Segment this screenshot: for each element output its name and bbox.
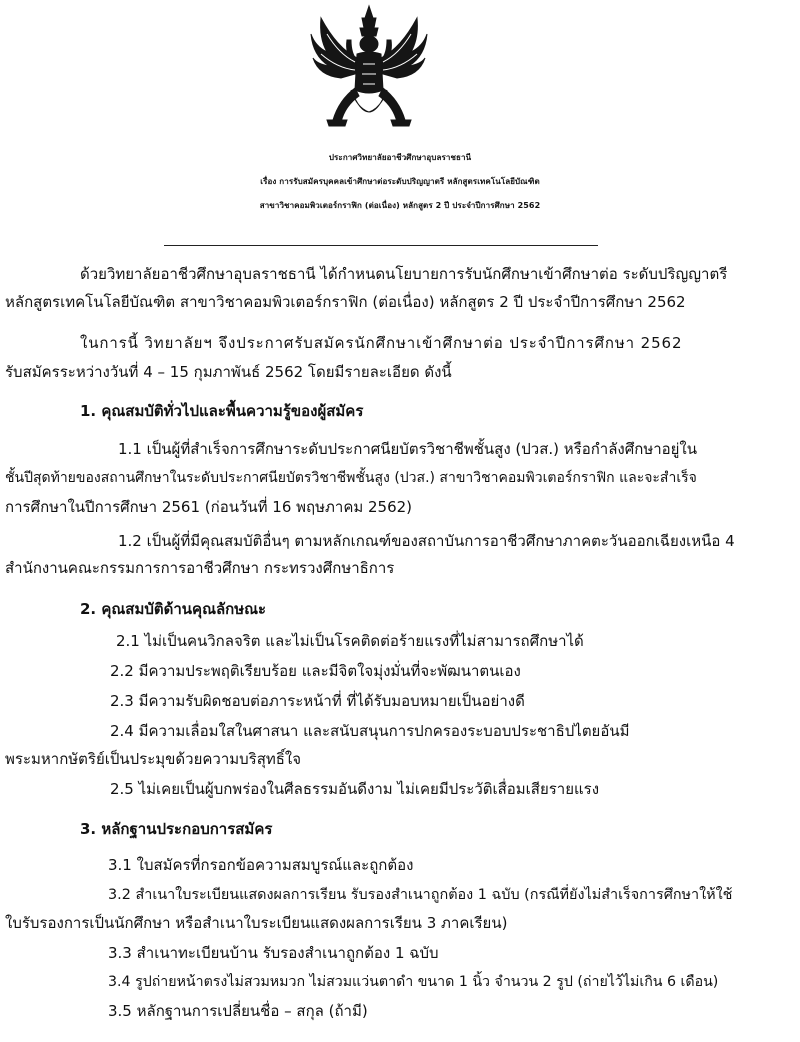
section-1-item-1-line-1: 1.1 เป็นผู้ที่สำเร็จการศึกษาระดับประกาศนียบัตรวิชาชีพชั้นสูง (ปวส.) หรือกำลังศึกษาอยู่ใน — [118, 440, 698, 458]
section-3-item-3: 3.3 สำเนาทะเบียนบ้าน รับรองสำเนาถูกต้อง 1 ฉบับ — [108, 944, 439, 962]
section-3-item-1: 3.1 ใบสมัครที่กรอกข้อความสมบูรณ์และถูกต้อง — [108, 856, 414, 874]
intro-paragraph-1-line-1: ด้วยวิทยาลัยอาชีวศึกษาอุบลราชธานี ได้กำหนดนโยบายการรับนักศึกษาเข้าศึกษาต่อ ระดับปริญญาตรี — [80, 265, 728, 283]
intro-paragraph-2-line-2: รับสมัครระหว่างวันที่ 4 – 15 กุมภาพันธ์ 2562 โดยมีรายละเอียด ดังนี้ — [5, 363, 452, 381]
section-2-item-4-line-2: พระมหากษัตริย์เป็นประมุขด้วยความบริสุทธิ์ใจ — [5, 750, 302, 768]
section-2-item-3: 2.3 มีความรับผิดชอบต่อภาระหน้าที่ ที่ได้รับมอบหมายเป็นอย่างดี — [110, 692, 525, 710]
section-1-item-2-line-1: 1.2 เป็นผู้ที่มีคุณสมบัติอื่นๆ ตามหลักเกณฑ์ของสถาบันการอาชีวศึกษาภาคตะวันออกเฉียงเหนือ 4 — [118, 532, 735, 550]
section-1-item-1-line-2: ชั้นปีสุดท้ายของสถานศึกษาในระดับประกาศนียบัตรวิชาชีพชั้นสูง (ปวส.) สาขาวิชาคอมพิวเตอร์กราฟิก และจะสำเร็จ — [5, 470, 697, 486]
announcement-program: สาขาวิชาคอมพิวเตอร์กราฟิก (ต่อเนื่อง) หลักสูตร 2 ปี ประจำปีการศึกษา 2562 — [259, 201, 541, 210]
section-2-item-4-line-1: 2.4 มีความเลื่อมใสในศาสนา และสนับสนุนการปกครองระบอบประชาธิปไตยอันมี — [110, 722, 630, 740]
intro-paragraph-2-line-1: ในการนี้ วิทยาลัยฯ จึงประกาศรับสมัครนักศึกษาเข้าศึกษาต่อ ประจำปีการศึกษา 2562 — [80, 334, 683, 352]
section-2-item-2: 2.2 มีความประพฤติเรียบร้อย และมีจิตใจมุ่งมั่นที่จะพัฒนาตนเอง — [110, 662, 521, 680]
section-1-heading: 1. คุณสมบัติทั่วไปและพื้นความรู้ของผู้สมัคร — [80, 402, 364, 420]
header-divider — [164, 245, 598, 246]
section-3-item-2-line-1: 3.2 สำเนาใบระเบียนแสดงผลการเรียน รับรองสำเนาถูกต้อง 1 ฉบับ (กรณีที่ยังไม่สำเร็จการศึกษาให้ใช้ — [108, 887, 733, 903]
section-1-item-1-line-3: การศึกษาในปีการศึกษา 2561 (ก่อนวันที่ 16 พฤษภาคม 2562) — [5, 498, 413, 516]
intro-paragraph-1-line-2: หลักสูตรเทคโนโลยีบัณฑิต สาขาวิชาคอมพิวเตอร์กราฟิก (ต่อเนื่อง) หลักสูตร 2 ปี ประจำปีการศึกษา 2562 — [5, 293, 686, 311]
garuda-emblem-icon — [307, 4, 431, 140]
section-2-item-5: 2.5 ไม่เคยเป็นผู้บกพร่องในศีลธรรมอันดีงาม ไม่เคยมีประวัติเสื่อมเสียรายแรง — [110, 780, 600, 798]
announcement-subject: เรื่อง การรับสมัครบุคคลเข้าศึกษาต่อระดับปริญญาตรี หลักสูตรเทคโนโลยีบัณฑิต — [260, 177, 540, 186]
section-3-item-5: 3.5 หลักฐานการเปลี่ยนชื่อ – สกุล (ถ้ามี) — [108, 1002, 368, 1020]
section-2-item-1: 2.1 ไม่เป็นคนวิกลจริต และไม่เป็นโรคติดต่อร้ายแรงที่ไม่สามารถศึกษาได้ — [116, 632, 584, 650]
announcement-title: ประกาศวิทยาลัยอาชีวศึกษาอุบลราชธานี — [328, 153, 472, 162]
section-3-item-4: 3.4 รูปถ่ายหน้าตรงไม่สวมหมวก ไม่สวมแว่นตาดำ ขนาด 1 นิ้ว จำนวน 2 รูป (ถ่ายไว้ไม่เกิน 6 เดือน) — [108, 974, 719, 990]
section-2-heading: 2. คุณสมบัติด้านคุณลักษณะ — [80, 600, 267, 618]
section-1-item-2-line-2: สำนักงานคณะกรรมการการอาชีวศึกษา กระทรวงศึกษาธิการ — [5, 559, 395, 577]
section-3-heading: 3. หลักฐานประกอบการสมัคร — [80, 820, 273, 838]
announcement-header — [0, 146, 800, 218]
section-3-item-2-line-2: ใบรับรองการเป็นนักศึกษา หรือสำเนาใบระเบียนแสดงผลการเรียน 3 ภาคเรียน) — [5, 914, 508, 932]
